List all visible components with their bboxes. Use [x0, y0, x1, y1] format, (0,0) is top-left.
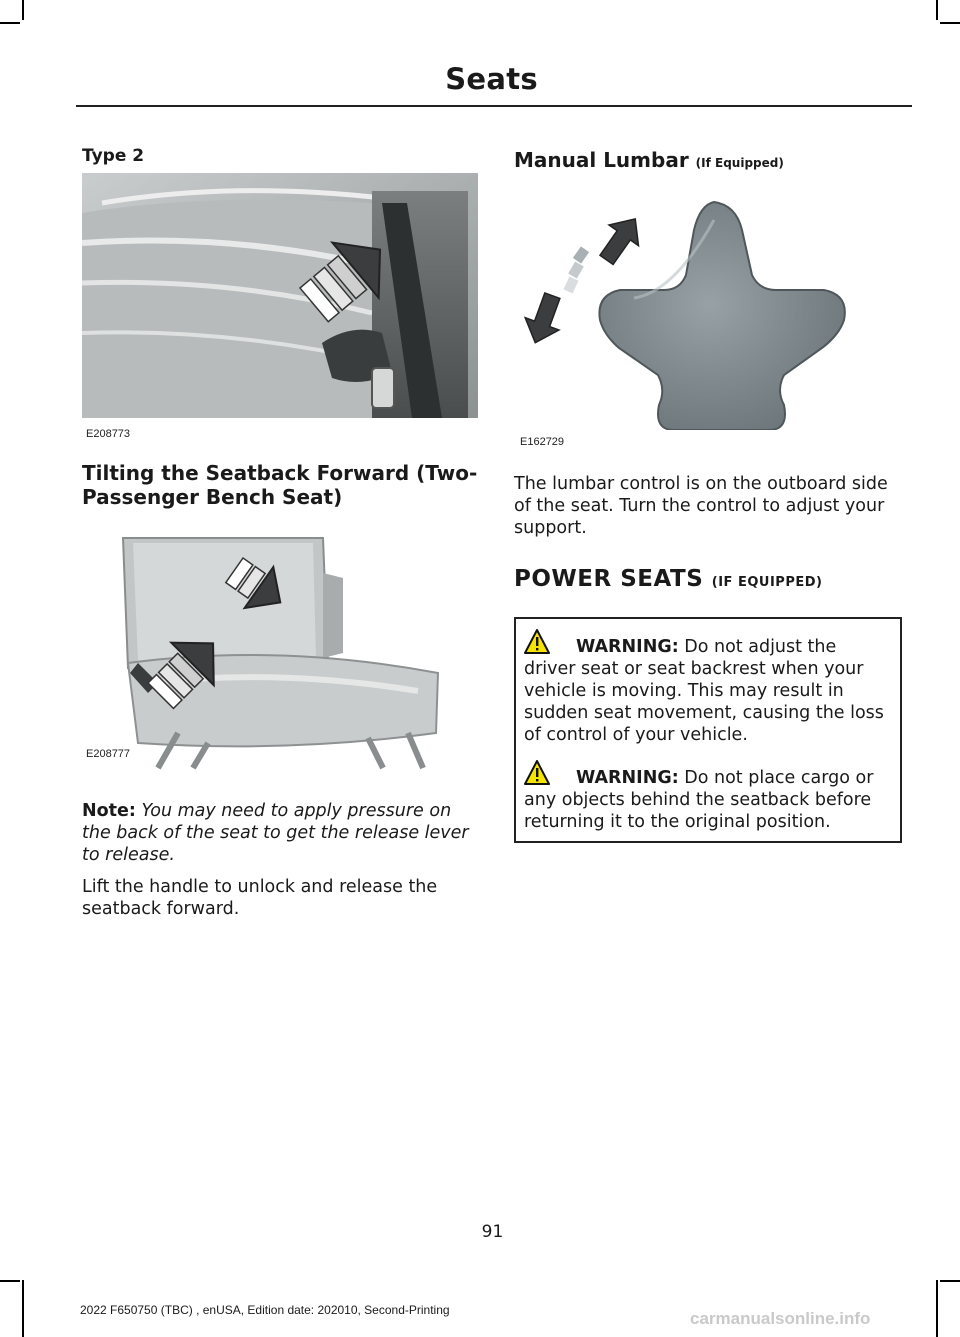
note-text: You may need to apply pressure on the back of the seat to get the release lever to release.: [82, 801, 469, 865]
power-seats-heading: [514, 566, 906, 592]
note-paragraph: [82, 800, 480, 866]
warning-triangle-icon: [524, 629, 576, 655]
edition-footer: 2022 F650750 (TBC) , enUSA, Edition date: 202010, Second-Printing: [80, 1303, 450, 1317]
warning-label: WARNING:: [576, 768, 679, 788]
note-label: Note:: [82, 801, 136, 821]
figure-lumbar-knob: [514, 180, 904, 430]
figure-id: E208777: [86, 748, 131, 760]
crop-mark: [940, 1280, 960, 1282]
manual-lumbar-heading: [514, 148, 906, 175]
warning-paragraph: [524, 629, 892, 746]
seat-type2-illustration: [82, 173, 478, 418]
warning-triangle-icon: [524, 760, 576, 786]
crop-mark: [940, 22, 960, 24]
page-title: Seats: [445, 62, 538, 96]
heading-suffix: (If Equipped): [695, 156, 784, 170]
crop-mark: [0, 22, 20, 24]
heading-suffix: (IF EQUIPPED): [711, 575, 823, 590]
crop-mark: [936, 1280, 938, 1337]
warning-box: [514, 617, 902, 843]
heading-text: Manual Lumbar: [514, 148, 689, 172]
figure-seat-type2: [82, 173, 478, 418]
warning-paragraph: [524, 760, 892, 833]
warning-text: Do not place cargo or any objects behind the seatback before returning it to the original position.: [524, 768, 874, 832]
page-number: 91: [481, 1222, 504, 1242]
header-rule: [76, 105, 912, 107]
type2-heading: Type 2: [82, 146, 145, 166]
bench-seat-illustration: [118, 533, 448, 773]
watermark: carmanualsonline.info: [690, 1309, 871, 1328]
crop-mark: [936, 0, 938, 20]
tilting-seatback-heading: Tilting the Seatback Forward (Two-Passenger Bench Seat): [82, 461, 478, 509]
heading-text: POWER SEATS: [514, 566, 704, 592]
figure-id: E162729: [520, 436, 565, 448]
figure-id: E208773: [86, 428, 131, 440]
warning-text: Do not adjust the driver seat or seat backrest when your vehicle is moving. This may result in sudden seat movement, causing the loss of control of your vehicle.: [524, 637, 884, 745]
body-paragraph: Lift the handle to unlock and release the seatback forward.: [82, 877, 438, 919]
lumbar-knob-illustration: [514, 180, 904, 430]
figure-bench-seat: [118, 533, 448, 773]
crop-mark: [22, 0, 24, 20]
crop-mark: [22, 1280, 24, 1337]
lumbar-paragraph: The lumbar control is on the outboard side of the seat. Turn the control to adjust your support.: [514, 474, 888, 538]
warning-label: WARNING:: [576, 637, 679, 657]
crop-mark: [0, 1280, 20, 1282]
